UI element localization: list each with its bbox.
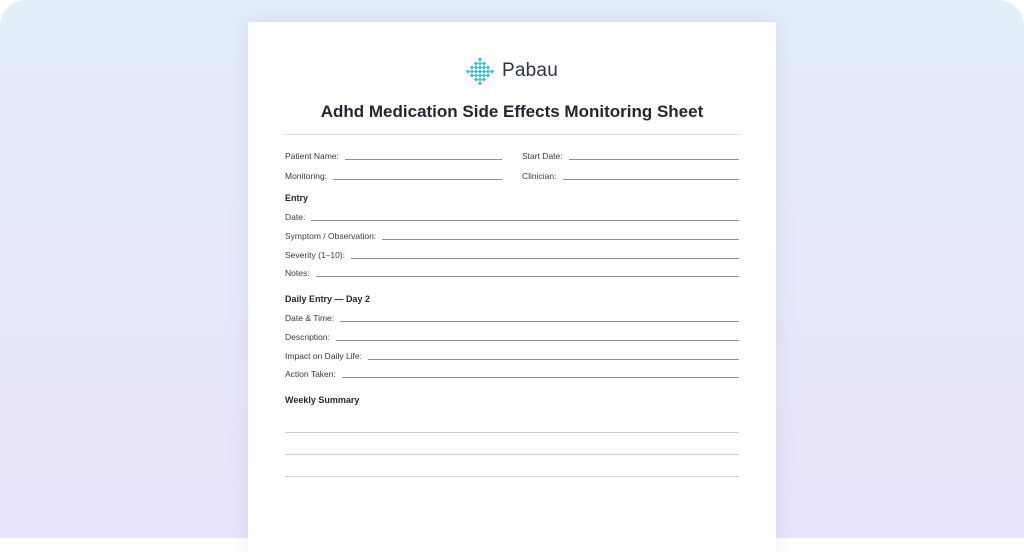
symptom-label: Symptom / Observation: <box>285 231 377 241</box>
impact-label: Impact on Daily Life: <box>285 351 363 361</box>
entry-date-field[interactable] <box>285 210 739 222</box>
patient-name-label: Patient Name: <box>285 151 339 161</box>
clinician-label: Clinician: <box>522 171 557 181</box>
title-divider <box>285 134 739 135</box>
start-date-line <box>569 159 739 160</box>
monitoring-sheet <box>248 22 776 552</box>
monitoring-field[interactable] <box>285 169 502 181</box>
notes-field[interactable] <box>285 266 739 278</box>
entry-date-label: Date: <box>285 212 306 222</box>
patient-name-field[interactable] <box>285 149 502 161</box>
action-taken-line <box>342 377 739 378</box>
summary-line[interactable] <box>285 454 739 455</box>
patient-name-line <box>345 159 502 160</box>
brand-name: Pabau <box>502 60 558 81</box>
action-taken-label: Action Taken: <box>285 369 336 379</box>
action-taken-field[interactable] <box>285 367 739 379</box>
date-time-line <box>340 321 739 322</box>
monitoring-label: Monitoring: <box>285 171 328 181</box>
brand-logo <box>248 57 776 85</box>
start-date-label: Start Date: <box>522 151 563 161</box>
severity-field[interactable] <box>285 248 739 260</box>
severity-line <box>351 258 739 259</box>
notes-line <box>316 276 739 277</box>
description-field[interactable] <box>285 330 739 342</box>
start-date-field[interactable] <box>522 149 739 161</box>
severity-label: Severity (1–10): <box>285 250 345 260</box>
entry-date-line <box>311 220 739 221</box>
clinician-line <box>563 179 740 180</box>
impact-line <box>368 359 739 360</box>
date-time-label: Date & Time: <box>285 313 335 323</box>
impact-field[interactable] <box>285 349 739 361</box>
monitoring-line <box>333 179 502 180</box>
pabau-logo-icon <box>466 57 494 85</box>
daily-entry-heading: Daily Entry — Day 2 <box>285 294 371 304</box>
symptom-line <box>382 239 739 240</box>
summary-line[interactable] <box>285 432 739 433</box>
description-label: Description: <box>285 332 330 342</box>
clinician-field[interactable] <box>522 169 739 181</box>
date-time-field[interactable] <box>285 311 739 323</box>
summary-line[interactable] <box>285 476 739 477</box>
entry-heading: Entry <box>285 193 309 203</box>
weekly-summary-heading: Weekly Summary <box>285 395 360 405</box>
symptom-field[interactable] <box>285 229 739 241</box>
notes-label: Notes: <box>285 268 310 278</box>
description-line <box>336 340 739 341</box>
sheet-title: Adhd Medication Side Effects Monitoring Sheet <box>320 102 704 121</box>
